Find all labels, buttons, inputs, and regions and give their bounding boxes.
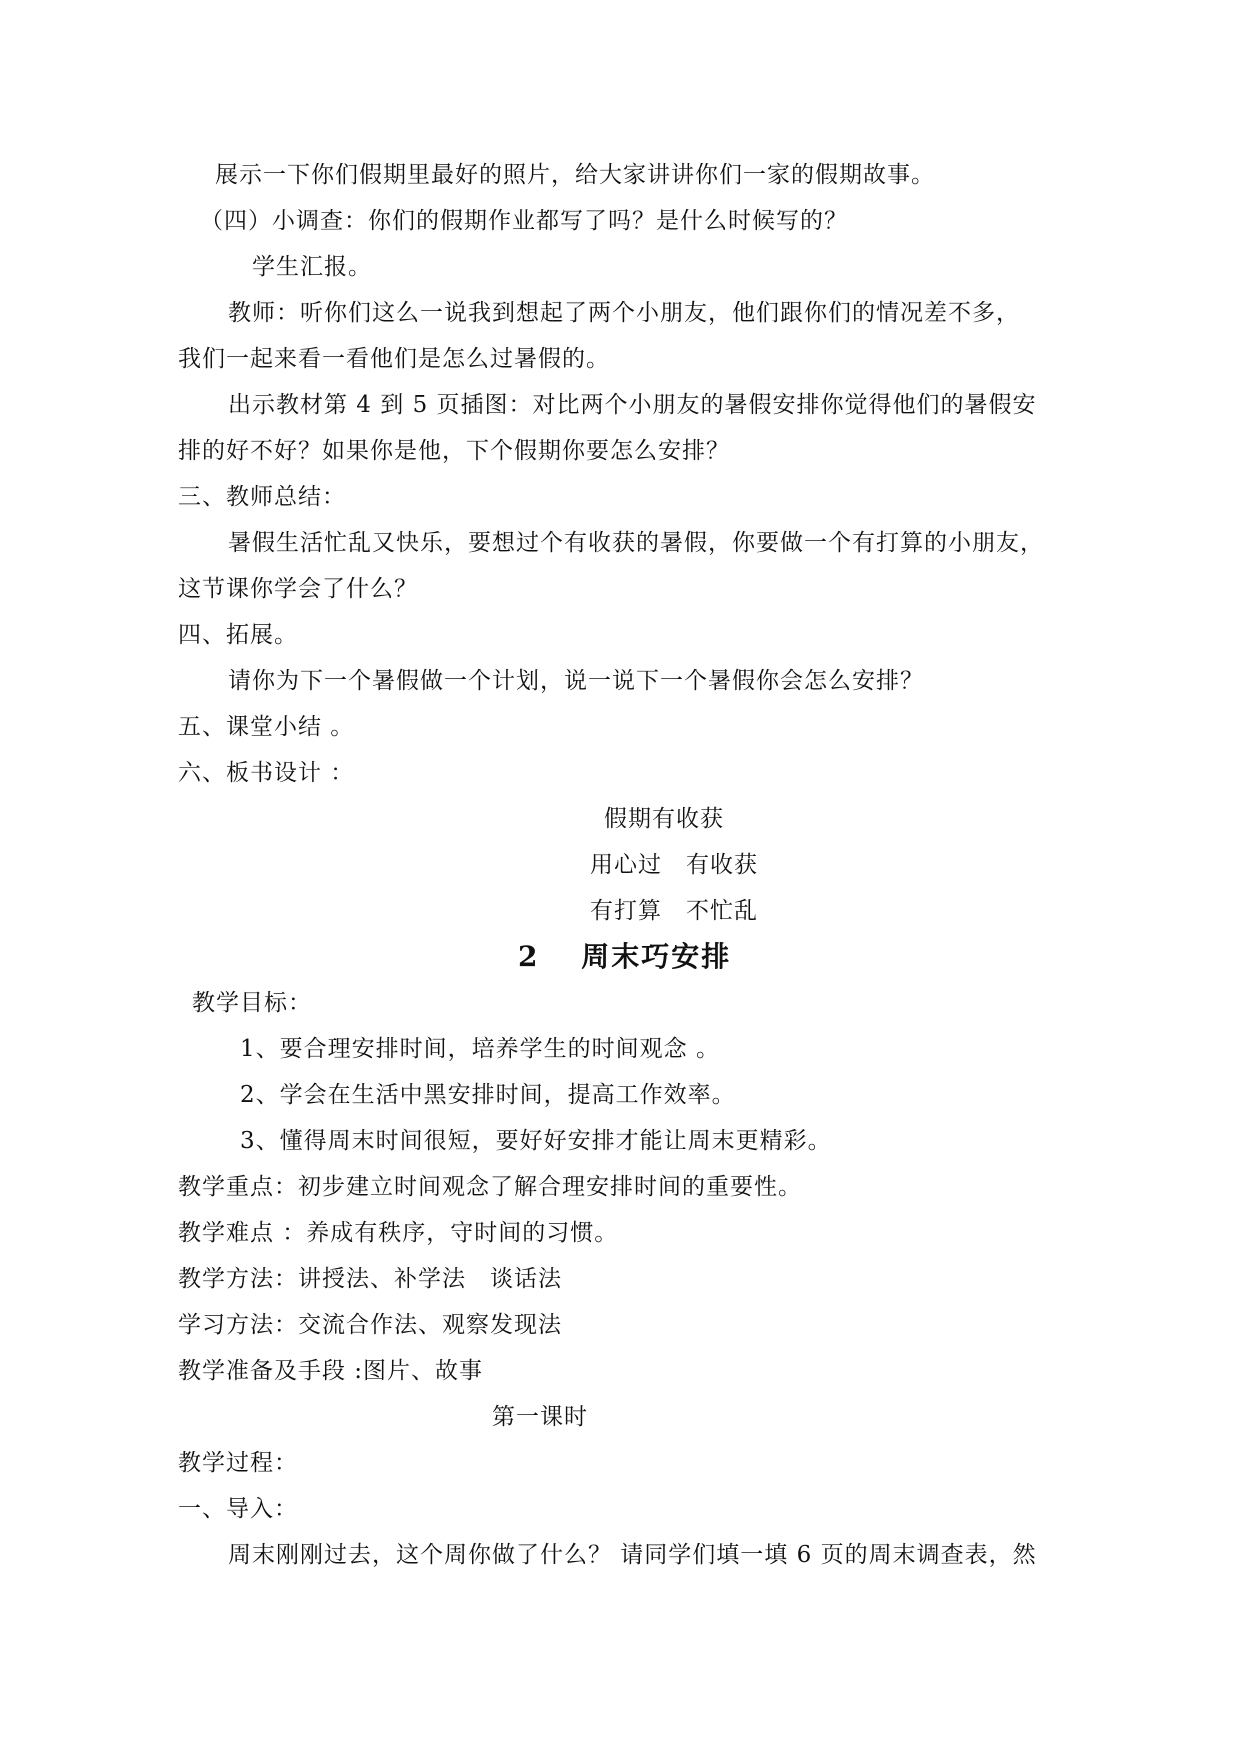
- text-line: 教学准备及手段 :图片、故事: [178, 1358, 484, 1384]
- section-heading: 五、课堂小结 。: [178, 714, 355, 740]
- text-line: 教学目标：: [192, 990, 312, 1016]
- lesson-subtitle: 第一课时: [492, 1404, 588, 1430]
- text-line: 教学过程：: [178, 1450, 298, 1476]
- section-heading: 三、教师总结：: [178, 484, 346, 510]
- goal-item: 3、懂得周末时间很短，要好好安排才能让周末更精彩。: [240, 1128, 832, 1154]
- text-line: 教师：听你们这么一说我到想起了两个小朋友，他们跟你们的情况差不多，: [228, 300, 1020, 326]
- section-heading: 一、导入：: [178, 1496, 298, 1522]
- text-line: 排的好不好？如果你是他，下个假期你要怎么安排？: [178, 438, 730, 464]
- board-line: 有打算 不忙乱: [590, 898, 758, 924]
- board-line: 用心过 有收获: [590, 852, 758, 878]
- section-heading: 四、拓展。: [178, 622, 298, 648]
- text-line: 教学重点：初步建立时间观念了解合理安排时间的重要性。: [178, 1174, 802, 1200]
- text-line: 教学方法：讲授法、补学法 谈话法: [178, 1266, 562, 1292]
- section-heading: 六、板书设计 ：: [178, 760, 355, 786]
- text-line: 展示一下你们假期里最好的照片，给大家讲讲你们一家的假期故事。: [215, 162, 935, 188]
- lesson-title: 2 周末巧安排: [518, 940, 732, 973]
- text-line: 请你为下一个暑假做一个计划，说一说下一个暑假你会怎么安排？: [228, 668, 924, 694]
- board-line: 假期有收获: [604, 806, 724, 832]
- text-line: （四）小调查：你们的假期作业都写了吗？是什么时候写的？: [200, 208, 848, 234]
- text-line: 我们一起来看一看他们是怎么过暑假的。: [178, 346, 610, 372]
- text-line: 这节课你学会了什么？: [178, 576, 418, 602]
- text-line: 教学难点 ：养成有秩序，守时间的习惯。: [178, 1220, 619, 1246]
- text-line: 学生汇报。: [252, 254, 372, 280]
- goal-item: 1、要合理安排时间，培养学生的时间观念 。: [240, 1036, 720, 1062]
- text-line: 周末刚刚过去，这个周你做了什么？ 请同学们填一填 6 页的周末调查表，然: [228, 1542, 1037, 1568]
- text-line: 学习方法：交流合作法、观察发现法: [178, 1312, 562, 1338]
- goal-item: 2、学会在生活中黑安排时间，提高工作效率。: [240, 1082, 736, 1108]
- text-line: 暑假生活忙乱又快乐，要想过个有收获的暑假，你要做一个有打算的小朋友，: [228, 530, 1044, 556]
- text-line: 出示教材第 4 到 5 页插图：对比两个小朋友的暑假安排你觉得他们的暑假安: [228, 392, 1037, 418]
